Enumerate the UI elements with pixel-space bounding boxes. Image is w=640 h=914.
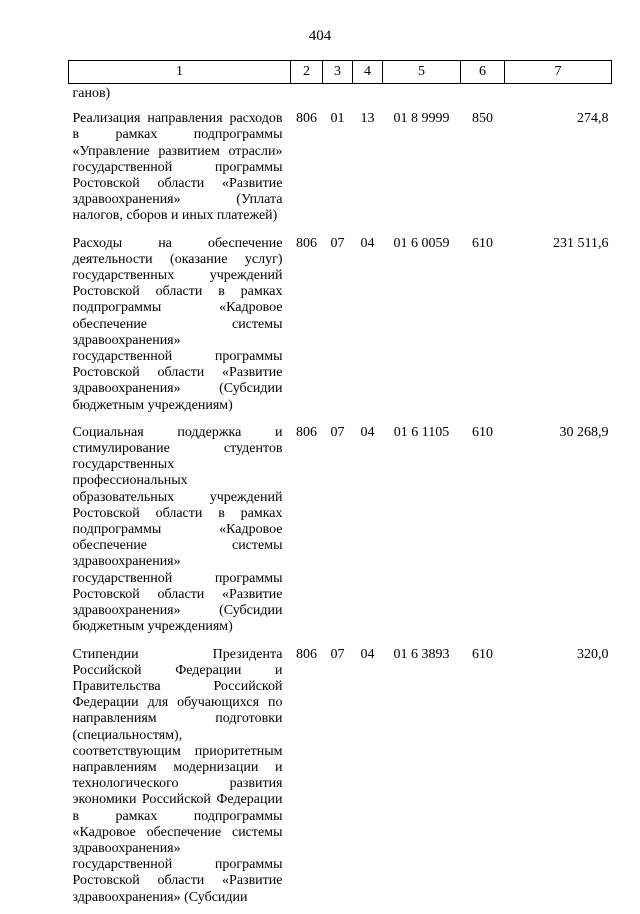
row-amount: 320,0: [577, 646, 609, 662]
row-section: 07: [330, 646, 345, 662]
row-target-article: 01 6 0059: [393, 235, 450, 251]
row-target-article: 01 6 1105: [393, 424, 450, 440]
row-subsection: 04: [360, 424, 375, 440]
row-ministry: 806: [296, 646, 317, 662]
row-section: 01: [330, 111, 345, 127]
header-col-6: 6: [461, 61, 505, 84]
header-row: [69, 61, 612, 84]
row-amount: 30 268,9: [559, 424, 609, 440]
header-col-7: 7: [505, 61, 612, 84]
row-ministry: 806: [296, 235, 317, 251]
budget-table: [68, 60, 612, 914]
row-subsection: 13: [360, 111, 375, 127]
table-row: [69, 644, 612, 914]
row-amount: 274,8: [577, 111, 609, 127]
row-expense-type: 610: [472, 235, 493, 251]
row-name: Социальная поддержка и стимулирование студентов государственных профессиональных образовательных учреждений Ростовской области в рамках подпрограммы «Кадровое обеспечение системы здравоохранения» государственной программы Ростовской области «Развитие здравоохранения» (Субсидии бюджетным учреждениям): [72, 424, 283, 635]
table-row: [69, 108, 612, 232]
header-col-4: 4: [353, 61, 383, 84]
row-name: Стипендии Президента Российской Федерации и Правительства Российской Федерации для обучающихся по направлениям подготовки (специальностям), соответствующим приоритетным направлениям модернизации и технологического развития экономики Российской Федерации в рамках подпрограммы «Кадровое обеспечение системы здравоохранения» государственной программы Ростовской области «Развитие здравоохранения» (Субсидии: [72, 646, 283, 905]
table-header: [69, 61, 612, 84]
table-row: [69, 422, 612, 644]
row-expense-type: 610: [472, 646, 493, 662]
row-amount: 231 511,6: [553, 235, 609, 251]
row-name: Расходы на обеспечение деятельности (оказание услуг) государственных учреждений Ростовской области в рамках подпрограммы «Кадровое обеспечение системы здравоохранения» государственной программы Ростовской области «Развитие здравоохранения» (Субсидии бюджетным учреждениям): [72, 235, 283, 413]
row-expense-type: 850: [472, 111, 493, 127]
header-col-1: 1: [69, 61, 291, 84]
row-subsection: 04: [360, 235, 375, 251]
row-section: 07: [330, 235, 345, 251]
row-expense-type: 610: [472, 424, 493, 440]
table-body: [69, 84, 612, 914]
row-target-article: 01 8 9999: [393, 111, 450, 127]
header-col-5: 5: [383, 61, 461, 84]
header-col-3: 3: [323, 61, 353, 84]
header-col-2: 2: [291, 61, 323, 84]
table-row-continuation: [69, 84, 612, 109]
row-name: Реализация направления расходов в рамках подпрограммы «Управление развитием отрасли» государственной программы Ростовской области «Развитие здравоохранения» (Уплата налогов, сборов и иных платежей): [72, 111, 283, 224]
row-ministry: 806: [296, 424, 317, 440]
continuation-text: ганов): [72, 86, 111, 101]
row-subsection: 04: [360, 646, 375, 662]
table-row: [69, 233, 612, 422]
row-target-article: 01 6 3893: [393, 646, 450, 662]
row-section: 07: [330, 424, 345, 440]
row-ministry: 806: [296, 111, 317, 127]
page-number: 404: [308, 28, 332, 44]
